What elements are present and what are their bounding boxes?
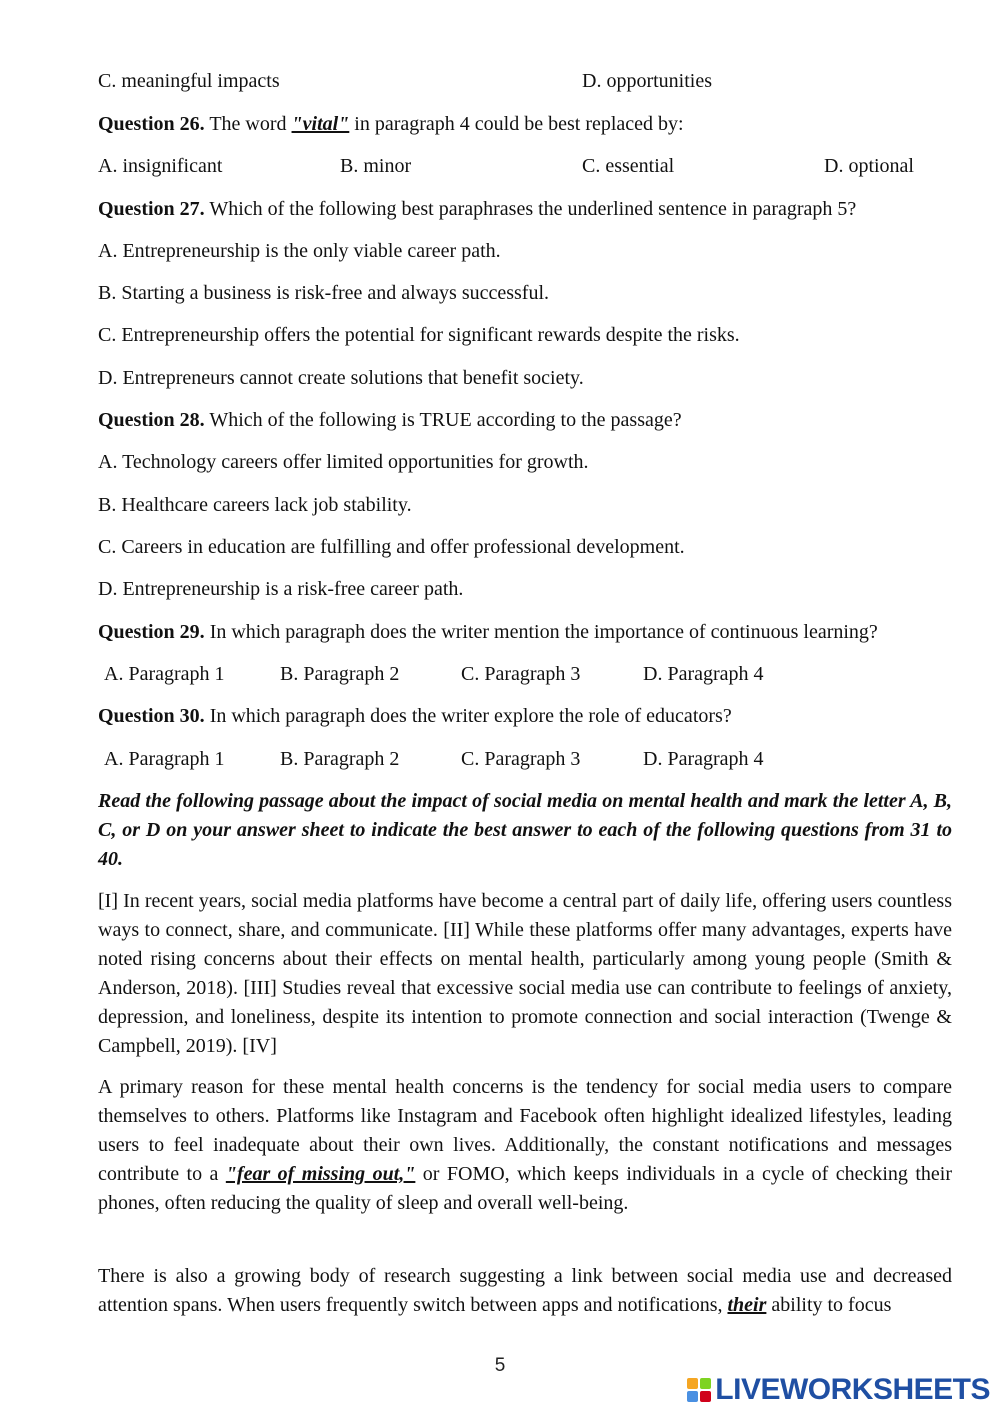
- question-label: Question 29.: [98, 621, 205, 643]
- keyword-their: their: [727, 1294, 767, 1316]
- q30-option-a: A. Paragraph 1: [104, 748, 225, 770]
- q28-option-c: C. Careers in education are fulfilling and offer professional development.: [98, 536, 685, 558]
- q27-option-c: C. Entrepreneurship offers the potential for significant rewards despite the risks.: [98, 324, 740, 346]
- q28-option-d: D. Entrepreneurship is a risk-free career path.: [98, 578, 464, 600]
- q29-option-c: C. Paragraph 3: [461, 663, 581, 685]
- q30-option-b: B. Paragraph 2: [280, 748, 400, 770]
- question-26: Question 26. The word "vital" in paragraph 4 could be best replaced by:: [98, 113, 684, 135]
- passage-paragraph-3: There is also a growing body of research suggesting a link between social media use and decreased attention spans. When users frequently switch between apps and notifications, their ability to focus: [98, 1265, 952, 1316]
- q30-option-c: C. Paragraph 3: [461, 748, 581, 770]
- q30-option-d: D. Paragraph 4: [643, 748, 764, 770]
- q26-option-b: B. minor: [340, 155, 412, 177]
- question-label: Question 28.: [98, 409, 205, 431]
- q26-option-c: C. essential: [582, 155, 675, 177]
- q26-option-d: D. optional: [824, 155, 914, 177]
- keyword-fomo: "fear of missing out,": [225, 1163, 416, 1185]
- question-30: Question 30. In which paragraph does the writer explore the role of educators?: [98, 705, 732, 727]
- passage-paragraph-1: [I] In recent years, social media platforms have become a central part of daily life, offering users countless ways to connect, share, and communicate. [II] While these platforms offer many advantages, experts have noted rising concerns about their effects on mental health, particularly among young people (Smith & Anderson, 2018). [III] Studies reveal that excessive social media use can contribute to feelings of anxiety, depression, and loneliness, despite its intention to promote connection and social interaction (Twenge & Campbell, 2019). [IV]: [98, 890, 952, 1057]
- q25-option-d: D. opportunities: [582, 70, 712, 92]
- liveworksheets-grid-icon: [687, 1378, 711, 1402]
- question-label: Question 27.: [98, 198, 205, 220]
- q27-option-a: A. Entrepreneurship is the only viable career path.: [98, 240, 501, 262]
- question-29: Question 29. In which paragraph does the writer mention the importance of continuous learning?: [98, 621, 878, 643]
- q27-option-b: B. Starting a business is risk-free and always successful.: [98, 282, 550, 304]
- keyword-vital: "vital": [291, 113, 350, 135]
- q27-option-d: D. Entrepreneurs cannot create solutions that benefit society.: [98, 367, 584, 389]
- q28-option-b: B. Healthcare careers lack job stability.: [98, 494, 412, 516]
- q29-option-b: B. Paragraph 2: [280, 663, 400, 685]
- brand-name: LIVEWORKSHEETS: [715, 1373, 990, 1406]
- question-label: Question 26.: [98, 113, 205, 135]
- q29-option-a: A. Paragraph 1: [104, 663, 225, 685]
- q29-option-d: D. Paragraph 4: [643, 663, 764, 685]
- page-number: 5: [494, 1355, 506, 1376]
- question-label: Question 30.: [98, 705, 205, 727]
- passage-paragraph-2: A primary reason for these mental health concerns is the tendency for social media users to compare themselves to others. Platforms like Instagram and Facebook often highlight idealized lifestyles, leading users to feel inadequate about their own lives. Additionally, the constant notifications and messages contribute to a "fear of missing out," or FOMO, which keeps individuals in a cycle of checking their phones, often reducing the quality of sleep and overall well-being.: [98, 1076, 952, 1214]
- q28-option-a: A. Technology careers offer limited opportunities for growth.: [98, 451, 589, 473]
- question-27: Question 27. Which of the following best paraphrases the underlined sentence in paragraph 5?: [98, 198, 857, 220]
- q25-option-c: C. meaningful impacts: [98, 70, 280, 92]
- reading-instruction: Read the following passage about the impact of social media on mental health and mark the letter A, B, C, or D on your answer sheet to indicate the best answer to each of the following questions from 31 to 40.: [98, 790, 952, 870]
- question-28: Question 28. Which of the following is TRUE according to the passage?: [98, 409, 682, 431]
- q26-option-a: A. insignificant: [98, 155, 223, 177]
- liveworksheets-logo[interactable]: [687, 1372, 990, 1408]
